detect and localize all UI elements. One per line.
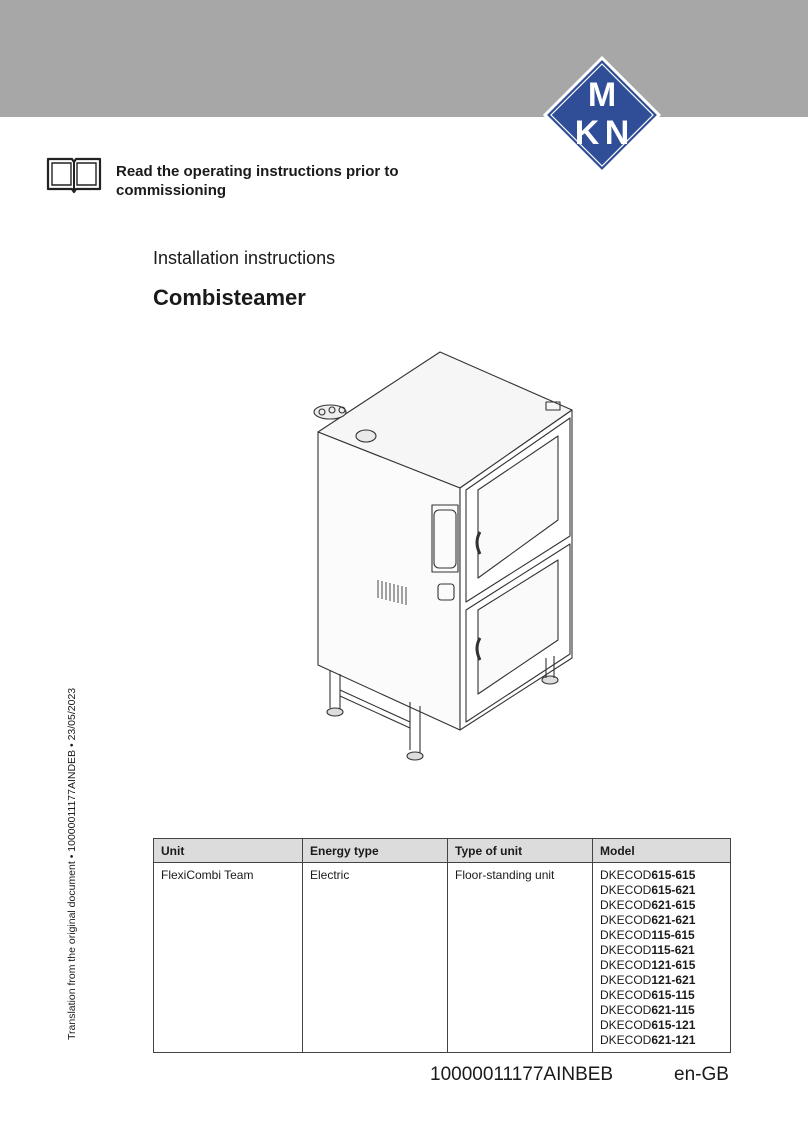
mkn-logo: [543, 56, 661, 174]
cell-energy-type: Electric: [303, 863, 448, 1053]
header-band: [0, 0, 808, 117]
translation-note: Translation from the original document • 10000011177AINDEB • 23/05/2023: [66, 687, 78, 1040]
combisteamer-illustration: [300, 340, 590, 770]
product-title: Combisteamer: [153, 285, 306, 310]
header-energy-type: Energy type: [303, 839, 448, 863]
cell-unit: FlexiCombi Team: [154, 863, 303, 1053]
table-row: [154, 863, 731, 1053]
model-item: DKECOD621-115: [600, 1003, 695, 1017]
model-item: DKECOD121-621: [600, 973, 696, 987]
read-instructions-notice: Read the operating instructions prior to commissioning: [116, 163, 399, 199]
model-item: DKECOD615-615: [600, 868, 696, 882]
model-item: DKECOD121-615: [600, 958, 696, 972]
header-model: Model: [593, 839, 731, 863]
model-item: DKECOD615-621: [600, 883, 696, 897]
model-item: DKECOD615-115: [600, 988, 695, 1002]
cell-type-of-unit: Floor-standing unit: [448, 863, 593, 1053]
model-item: DKECOD621-121: [600, 1033, 696, 1047]
header-unit: Unit: [154, 839, 303, 863]
header-type-of-unit: Type of unit: [448, 839, 593, 863]
document-type: Installation instructions: [153, 248, 336, 268]
unit-table: [153, 838, 731, 1053]
logo-letter-m: M: [587, 76, 617, 114]
model-item: DKECOD621-621: [600, 913, 696, 927]
cell-model-list: [593, 863, 731, 1053]
model-item: DKECOD615-121: [600, 1018, 696, 1032]
book-icon: [46, 155, 102, 195]
model-item: DKECOD621-615: [600, 898, 696, 912]
model-item: DKECOD115-615: [600, 928, 695, 942]
language-code: en-GB: [674, 1064, 729, 1085]
logo-letter-n: N: [604, 114, 630, 152]
table-header-row: [154, 839, 731, 863]
model-item: DKECOD115-621: [600, 943, 695, 957]
logo-letter-k: K: [574, 114, 600, 152]
document-number: 10000011177AINBEB: [430, 1064, 614, 1085]
